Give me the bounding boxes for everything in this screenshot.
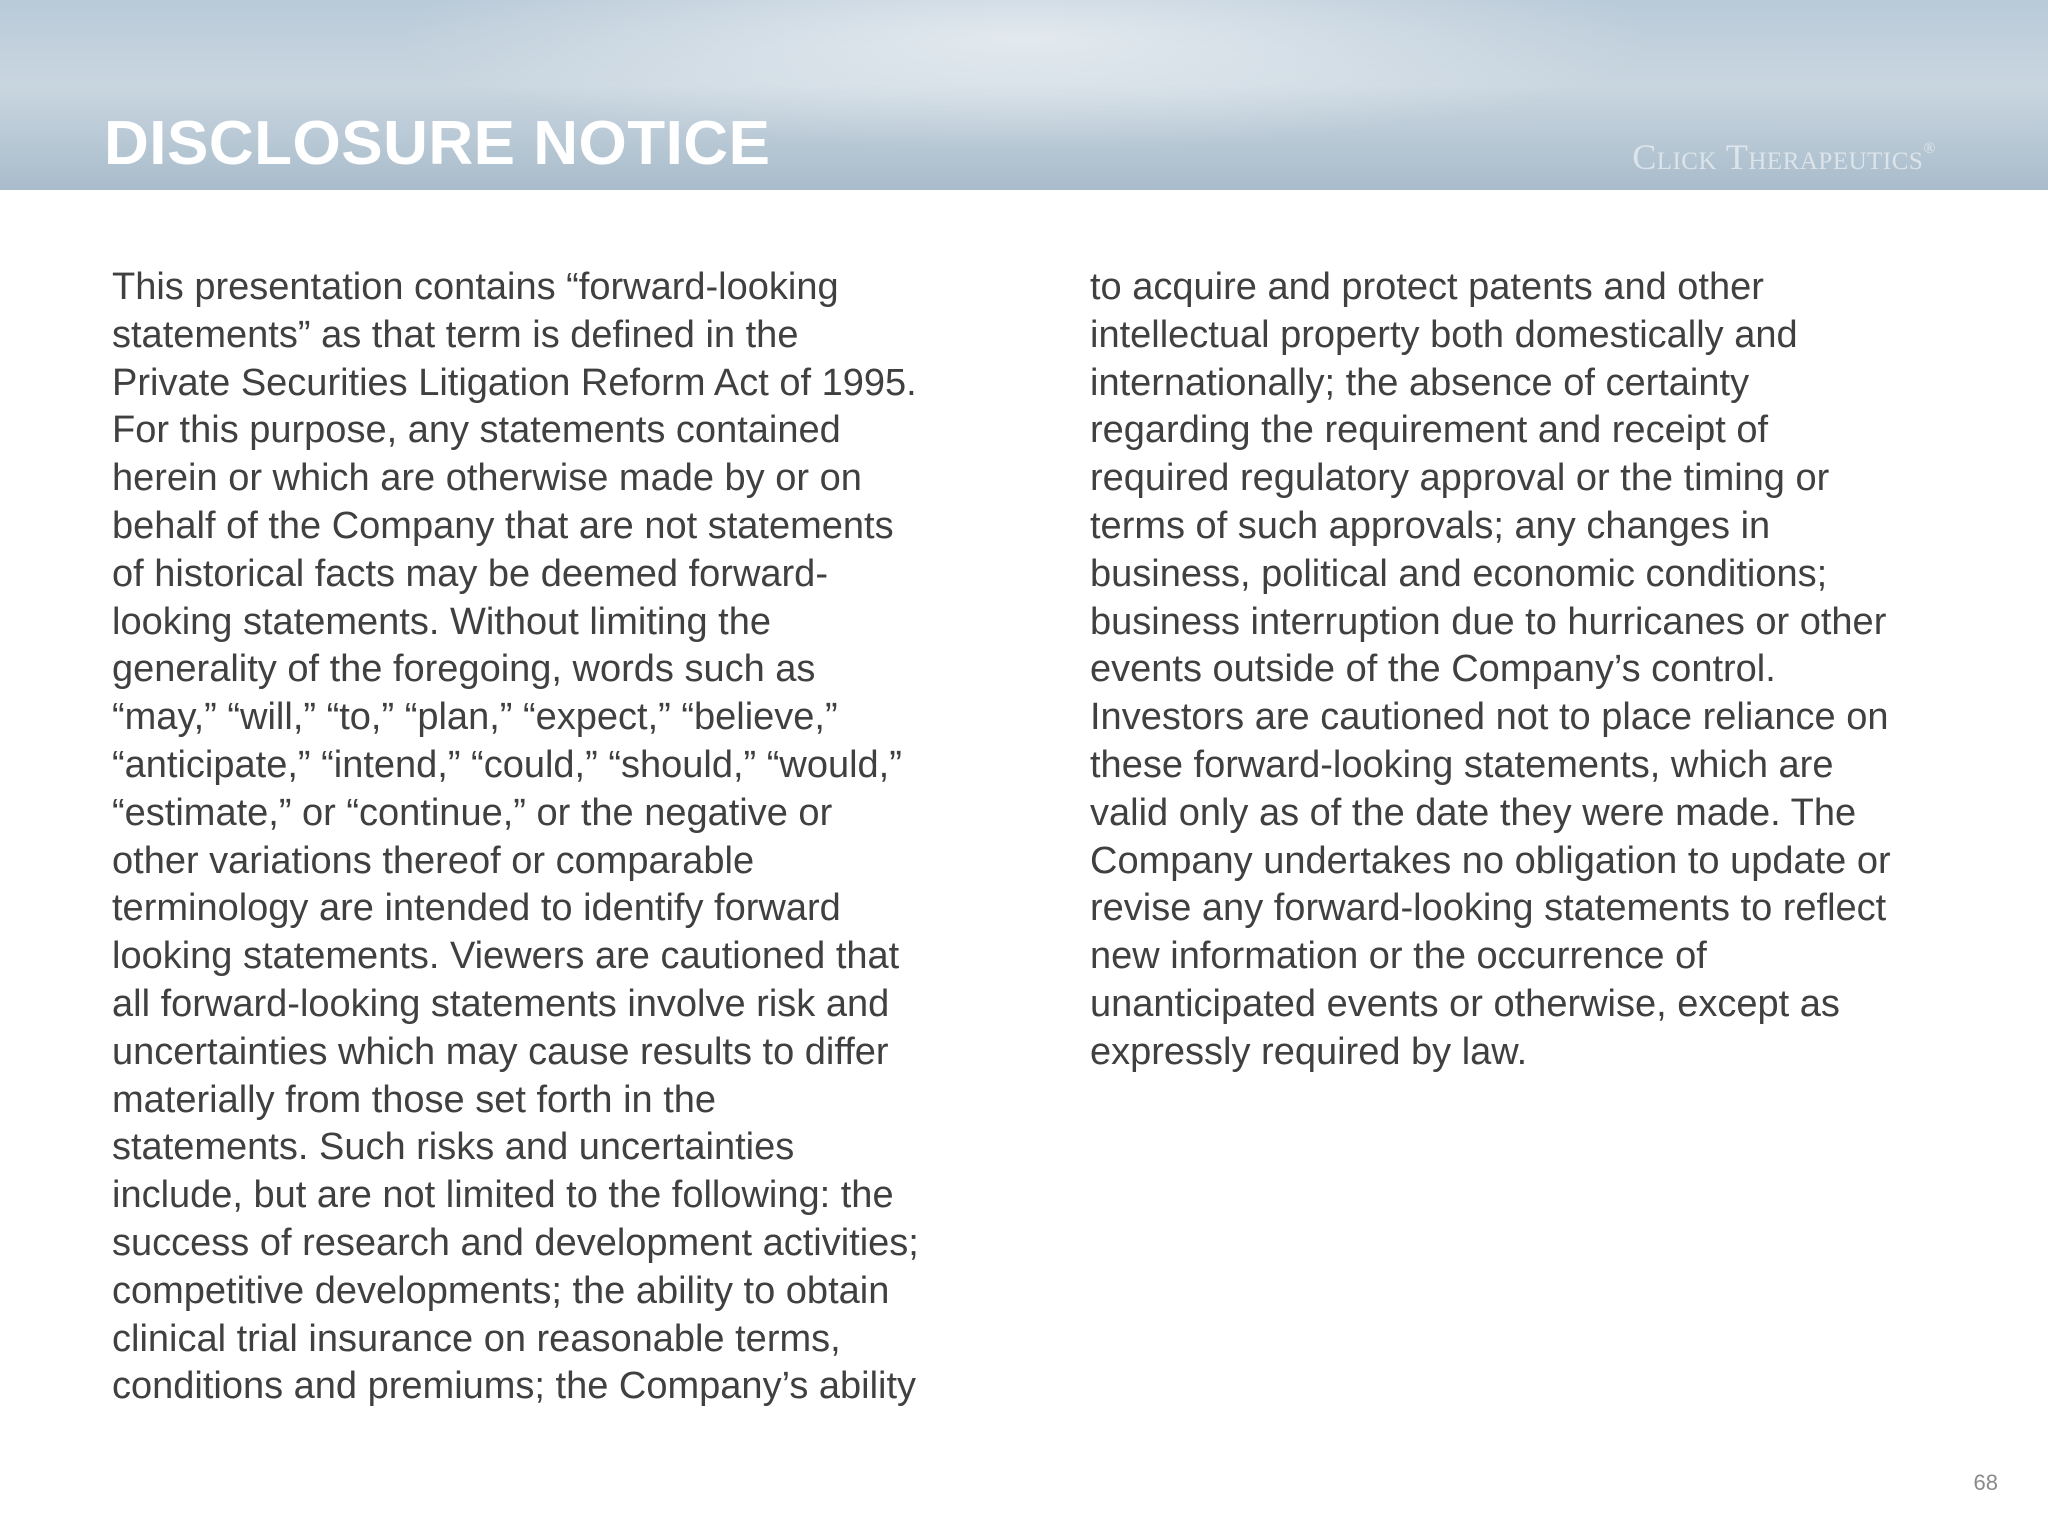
text-line: to acquire and protect patents and other: [1090, 266, 1764, 308]
left-text-column: [112, 264, 992, 1411]
text-line: business interruption due to hurricanes or other: [1090, 600, 1887, 643]
text-line: intellectual property both domestically and: [1090, 313, 1798, 356]
text-line: of historical facts may be deemed forward-: [112, 552, 828, 595]
text-line: all forward-looking statements involve risk and: [112, 982, 890, 1025]
text-line: “may,” “will,” “to,” “plan,” “expect,” “believe,”: [112, 696, 838, 739]
text-line: other variations thereof or comparable: [112, 839, 755, 882]
text-line: competitive developments; the ability to obtain: [112, 1269, 890, 1312]
brand-logo: [1632, 136, 1936, 178]
text-line: new information or the occurrence of: [1090, 935, 1707, 978]
registered-mark: ®: [1923, 140, 1936, 157]
text-line: clinical trial insurance on reasonable terms,: [112, 1317, 841, 1360]
text-line: Company undertakes no obligation to update or: [1090, 839, 1891, 882]
text-line: include, but are not limited to the following: the: [112, 1174, 894, 1217]
text-line: “estimate,” or “continue,” or the negative or: [112, 791, 833, 834]
text-line: materially from those set forth in the: [112, 1078, 717, 1121]
page-number: 68: [1973, 1470, 1998, 1495]
text-line: revise any forward-looking statements to reflect: [1090, 887, 1887, 930]
text-line: terminology are intended to identify forward: [112, 887, 841, 930]
page-title: DISCLOSURE NOTICE: [104, 109, 771, 178]
text-line: This presentation contains “forward-looking: [112, 266, 839, 308]
text-line: conditions and premiums; the Company’s ability: [112, 1365, 917, 1408]
text-line: valid only as of the date they were made. The: [1090, 791, 1857, 834]
text-line: terms of such approvals; any changes in: [1090, 504, 1771, 547]
brand-name: Click Therapeutics: [1632, 137, 1924, 177]
text-line: internationally; the absence of certainty: [1090, 361, 1750, 404]
text-line: expressly required by law.: [1090, 1030, 1528, 1073]
text-line: uncertainties which may cause results to differ: [112, 1030, 889, 1073]
text-line: Private Securities Litigation Reform Act of 1995.: [112, 361, 917, 404]
text-line: looking statements. Viewers are cautioned that: [112, 935, 900, 978]
text-line: these forward-looking statements, which are: [1090, 743, 1834, 786]
text-line: statements. Such risks and uncertainties: [112, 1126, 795, 1169]
text-line: events outside of the Company’s control.: [1090, 648, 1776, 691]
text-line: For this purpose, any statements contained: [112, 409, 841, 452]
text-line: herein or which are otherwise made by or on: [112, 457, 862, 500]
header-banner: [0, 0, 2048, 190]
text-line: looking statements. Without limiting the: [112, 600, 771, 643]
text-line: required regulatory approval or the timing or: [1090, 457, 1830, 500]
text-line: regarding the requirement and receipt of: [1090, 409, 1769, 452]
text-line: Investors are cautioned not to place reliance on: [1090, 696, 1889, 739]
text-line: “anticipate,” “intend,” “could,” “should,” “would,”: [112, 743, 902, 786]
right-text-column: [1090, 264, 1970, 1077]
text-line: unanticipated events or otherwise, except as: [1090, 982, 1840, 1025]
text-line: generality of the foregoing, words such as: [112, 648, 816, 691]
text-line: success of research and development activities;: [112, 1221, 919, 1264]
text-line: behalf of the Company that are not statements: [112, 504, 894, 547]
text-line: statements” as that term is defined in the: [112, 313, 799, 356]
text-line: business, political and economic conditions;: [1090, 552, 1828, 595]
